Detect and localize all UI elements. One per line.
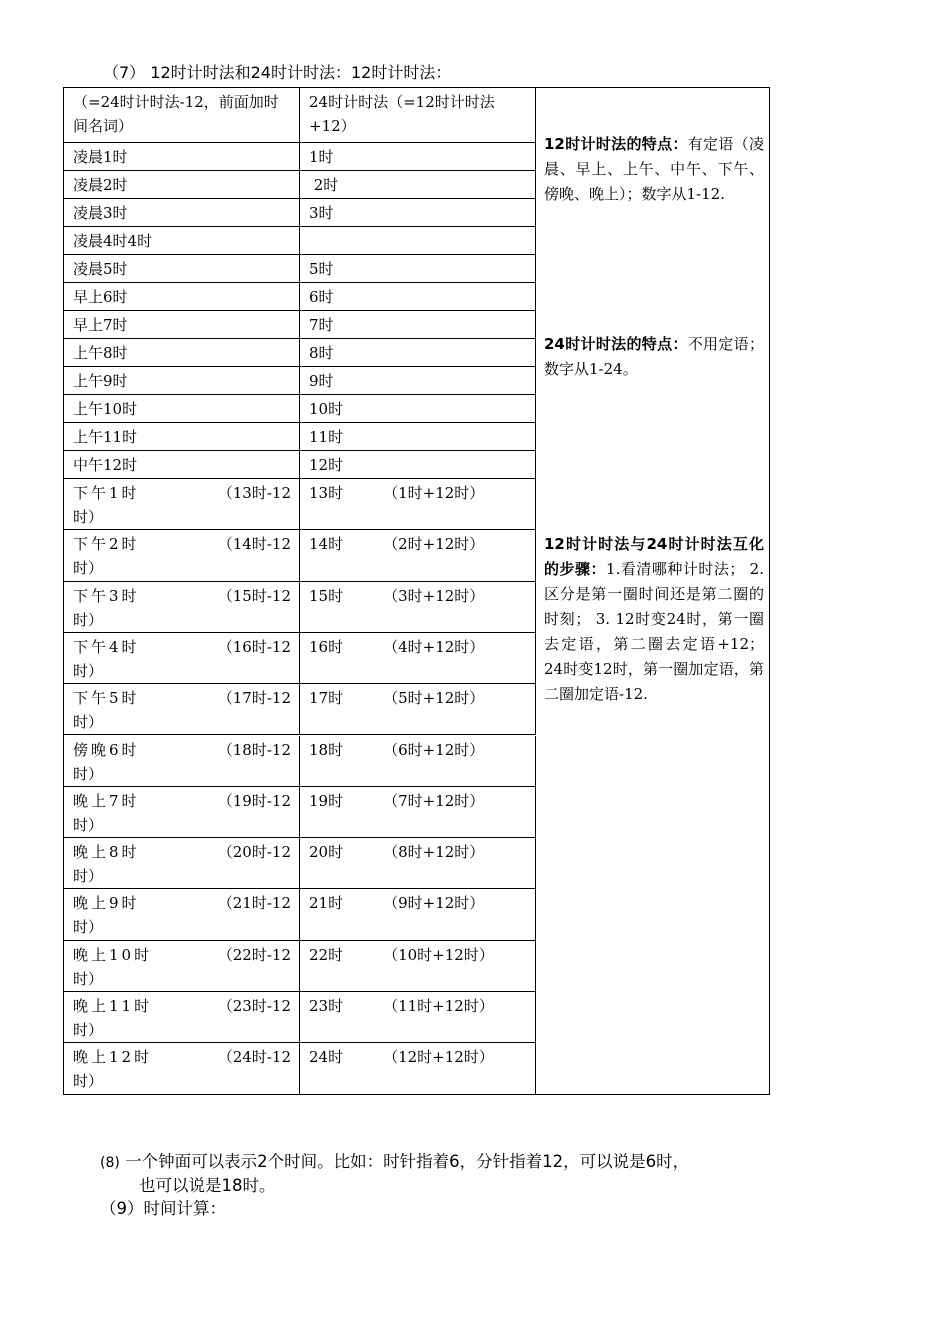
row-time-name: 傍晚6时 <box>73 740 140 759</box>
row-24h-value: 22时 <box>309 945 344 964</box>
row-calc-tail: 时） <box>73 867 104 886</box>
row-calc-tail: 时） <box>73 661 104 680</box>
table-row-24h <box>300 992 536 1043</box>
row-calc-tail: 时） <box>73 559 104 578</box>
row-24h-value: 23时 <box>309 997 344 1015</box>
row-time-name: 晚上12时 <box>73 1048 153 1067</box>
row-24h-value: 16时 <box>309 637 344 656</box>
table-row-12h: 早上6时 <box>64 283 300 311</box>
table-row-12h: 上午11时 <box>64 423 300 451</box>
table-row-24h: 9时 <box>300 367 536 395</box>
row-time-name: 晚上9时 <box>73 894 140 913</box>
table-header-12h: （=24时计时法-12，前面加时间名词） <box>64 88 300 143</box>
paragraph-9 <box>100 1197 226 1221</box>
row-time-name: 下午1时 <box>73 484 140 502</box>
row-time-name: 下午2时 <box>73 535 140 554</box>
row-24h-calc: （6时+12时） <box>383 740 485 759</box>
table-row-12h <box>64 530 300 581</box>
table-row-12h: 凌晨4时4时 <box>64 227 300 255</box>
note-24h-title: 24时计时法的特点： <box>544 335 688 353</box>
row-calc-tail: 时） <box>73 1021 104 1039</box>
row-calc-tail: 时） <box>73 918 104 937</box>
row-24h-value: 19时 <box>309 791 344 810</box>
table-row-24h <box>300 787 536 838</box>
row-24h-value: 15时 <box>309 586 344 605</box>
row-calc: （16时-12 <box>217 637 291 656</box>
paragraph-8-text: 一个钟面可以表示2个时间。比如：时针指着6，分针指着12，可以说是6时， <box>125 1152 690 1171</box>
table-row-24h: 7时 <box>300 311 536 339</box>
table-row-12h: 上午10时 <box>64 395 300 423</box>
row-24h-calc: （5时+12时） <box>383 689 485 708</box>
row-calc-tail: 时） <box>73 1072 104 1091</box>
table-row-24h: 5时 <box>300 255 536 283</box>
row-calc-tail: 时） <box>73 713 104 732</box>
note-conversion-title: 12时计时法与24时计时法互化的步骤： <box>544 535 764 578</box>
row-time-name: 下午5时 <box>73 689 140 708</box>
table-row-24h: 6时 <box>300 283 536 311</box>
table-row-24h: 3时 <box>300 199 536 227</box>
row-24h-calc: （10时+12时） <box>383 945 494 964</box>
row-24h-value: 20时 <box>309 843 344 862</box>
table-row-24h <box>300 941 536 992</box>
row-calc: （21时-12 <box>217 894 291 913</box>
table-row-24h <box>300 889 536 940</box>
row-24h-calc: （2时+12时） <box>383 535 485 554</box>
row-24h-calc: （12时+12时） <box>383 1048 494 1067</box>
row-time-name: 晚上8时 <box>73 843 140 862</box>
table-row-24h <box>300 1043 536 1094</box>
row-time-name: 晚上7时 <box>73 791 140 810</box>
row-calc-tail: 时） <box>73 815 104 834</box>
table-row-12h <box>64 787 300 838</box>
paragraph-9-text: 时间计算： <box>143 1199 226 1218</box>
row-calc: （17时-12 <box>217 689 291 708</box>
row-calc: （18时-12 <box>217 740 291 759</box>
time-table <box>63 87 770 1095</box>
table-row-24h: 1时 <box>300 143 536 171</box>
table-row-12h <box>64 736 300 787</box>
table-row-24h <box>300 479 536 530</box>
row-24h-calc: （9时+12时） <box>383 894 485 913</box>
row-24h-value: 17时 <box>309 689 344 708</box>
section-heading: （7） 12时计时法和24时计时法：12时计时法： <box>103 63 452 82</box>
note-12h-title: 12时计时法的特点： <box>544 135 688 153</box>
table-row-12h <box>64 633 300 684</box>
row-time-name: 晚上10时 <box>73 945 153 964</box>
row-time-name: 晚上11时 <box>73 997 153 1015</box>
row-calc: （20时-12 <box>217 843 291 862</box>
table-row-12h: 上午8时 <box>64 339 300 367</box>
paragraph-8-label: (8) <box>100 1155 120 1171</box>
table-row-24h: 2时 <box>300 171 536 199</box>
table-row-24h <box>300 633 536 684</box>
row-24h-value: 21时 <box>309 894 344 913</box>
table-row-24h <box>300 838 536 889</box>
note-conversion-body: 1.看清哪种计时法； 2.区分是第一圈时间还是第二圈的时刻； 3. 12时变24时，第一圈去定语，第二圈去定语+12； 24时变12时，第一圈加定语，第二圈加定语-12. <box>544 560 764 703</box>
note-24h <box>544 332 764 382</box>
row-calc-tail: 时） <box>73 969 104 988</box>
row-calc: （14时-12 <box>217 535 291 554</box>
row-calc: （22时-12 <box>217 945 291 964</box>
row-calc-tail: 时） <box>73 610 104 629</box>
note-conversion <box>544 532 764 707</box>
table-row-24h: 12时 <box>300 451 536 479</box>
table-row-24h: 10时 <box>300 395 536 423</box>
paragraph-8 <box>100 1150 689 1175</box>
paragraph-8-cont: 也可以说是18时。 <box>139 1176 276 1195</box>
row-24h-calc: （8时+12时） <box>383 843 485 862</box>
row-calc: （15时-12 <box>217 586 291 605</box>
row-24h-calc: （11时+12时） <box>383 997 494 1015</box>
table-row-24h <box>300 530 536 581</box>
table-row-12h: 中午12时 <box>64 451 300 479</box>
table-row-12h <box>64 941 300 992</box>
table-row-12h: 凌晨5时 <box>64 255 300 283</box>
table-header-24h: 24时计时法（=12时计时法+12） <box>300 88 536 143</box>
row-calc-tail: 时） <box>73 764 104 783</box>
note-12h <box>544 132 764 207</box>
table-row-24h <box>300 227 536 255</box>
table-row-24h: 8时 <box>300 339 536 367</box>
table-row-12h <box>64 1043 300 1094</box>
row-24h-value: 13时 <box>309 484 344 502</box>
table-row-12h: 凌晨1时 <box>64 143 300 171</box>
note-24h-body: 不用定语；数字从1-24。 <box>544 335 764 378</box>
row-24h-calc: （1时+12时） <box>383 484 485 502</box>
row-24h-calc: （3时+12时） <box>383 586 485 605</box>
table-row-24h <box>300 736 536 787</box>
row-calc: （19时-12 <box>217 791 291 810</box>
row-24h-calc: （4时+12时） <box>383 637 485 656</box>
row-24h-value: 18时 <box>309 740 344 759</box>
row-calc: （23时-12 <box>217 997 291 1015</box>
row-calc: （13时-12 <box>217 484 291 502</box>
table-row-12h: 上午9时 <box>64 367 300 395</box>
table-row-12h <box>64 582 300 633</box>
row-24h-value: 24时 <box>309 1048 344 1067</box>
row-time-name: 下午4时 <box>73 637 140 656</box>
row-calc: （24时-12 <box>217 1048 291 1067</box>
table-row-12h <box>64 889 300 940</box>
row-calc-tail: 时） <box>73 508 104 526</box>
table-row-12h: 早上7时 <box>64 311 300 339</box>
table-row-12h <box>64 479 300 530</box>
row-24h-calc: （7时+12时） <box>383 791 485 810</box>
table-row-12h <box>64 992 300 1043</box>
table-row-12h <box>64 684 300 735</box>
paragraph-9-label: （9） <box>100 1199 144 1218</box>
table-row-24h <box>300 684 536 735</box>
table-row-12h: 凌晨3时 <box>64 199 300 227</box>
note-12h-body: 有定语（凌晨、早上、上午、中午、下午、傍晚、晚上）；数字从1-12. <box>544 135 764 203</box>
table-row-12h <box>64 838 300 889</box>
row-24h-value: 14时 <box>309 535 344 554</box>
table-row-12h: 凌晨2时 <box>64 171 300 199</box>
table-row-24h: 11时 <box>300 423 536 451</box>
table-row-24h <box>300 582 536 633</box>
row-time-name: 下午3时 <box>73 586 140 605</box>
